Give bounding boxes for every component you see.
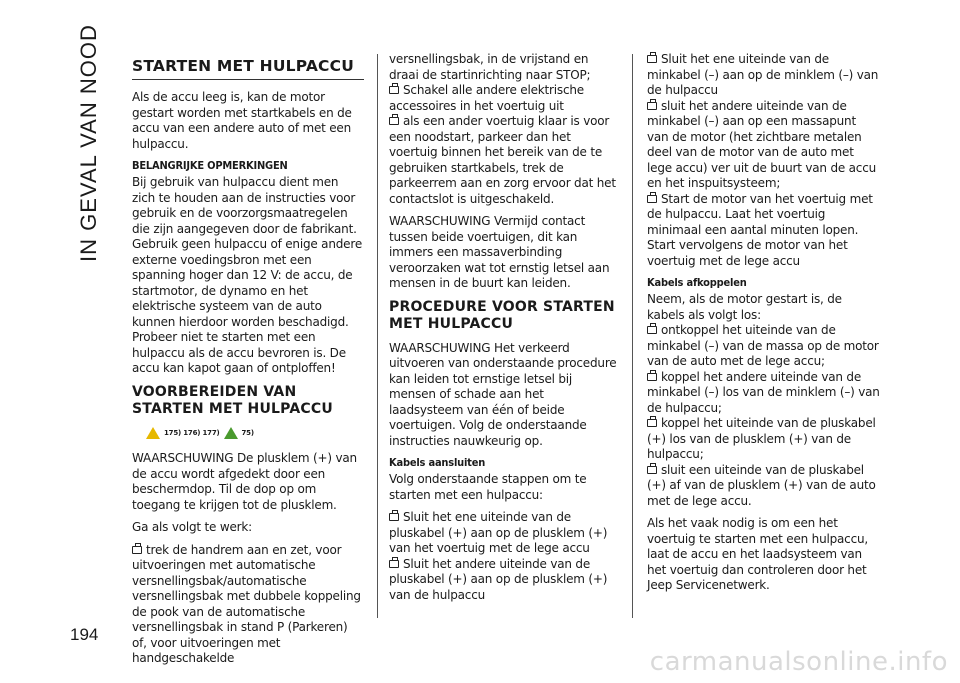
- step-bullet-icon: [389, 86, 399, 94]
- warning-refs: 175) 176) 177): [164, 428, 220, 437]
- list-item: Schakel alle andere elektrische accessoires in het voertuig uit: [389, 83, 584, 113]
- column-2: [389, 52, 621, 603]
- note-paragraph: Bij gebruik van hulpaccu dient men zich te houden aan de instructies voor gebruik en de voorzorgsmaatregelen die zijn aangegeven door de fabrikant.: [132, 175, 357, 236]
- notes-heading: BELANGRIJKE OPMERKINGEN: [132, 159, 288, 172]
- list-item: sluit een uiteinde van de pluskabel (+) af van de plusklem (+) van de auto met de lege accu.: [647, 462, 876, 508]
- page-number: 194: [70, 625, 99, 644]
- environment-triangle-icon: [224, 427, 238, 439]
- list-item: trek de handrem aan en zet, voor uitvoeringen met automatische versnellingsbak/automatische versnellingsbak met dubbele koppeling de pook van de automatische versnellingsbak in stand P (Parkeren) of, voor uitvoeringen met handgeschakelde: [132, 542, 361, 665]
- warning-triangle-icon: [146, 427, 160, 439]
- list-item: Sluit het ene uiteinde van de pluskabel (+) aan op de plusklem (+) van het voertuig met de lege accu: [389, 510, 608, 555]
- closing-paragraph: Als het vaak nodig is om een het voertuig te starten met een hulpaccu, laat de accu en het laadsysteem van het voertuig dan controleren door het Jeep Servicenetwerk.: [647, 516, 868, 592]
- list-item: als een ander voertuig klaar is voor een noodstart, parkeer dan het voertuig binnen het bereik van de te gebruiken startkabels, trek de parkeerrem aan en zorg ervoor dat het contactslot is uitgeschakeld.: [389, 114, 616, 206]
- list-item: ontkoppel het uiteinde van de minkabel (–) van de massa op de motor van de auto met de lege accu;: [647, 323, 879, 368]
- step-bullet-icon: [647, 373, 657, 381]
- list-item: koppel het andere uiteinde van de minkabel (–) los van de minklem (–) van de hulpaccu;: [647, 369, 880, 415]
- list-item: Sluit het andere uiteinde van de pluskabel (+) aan op de plusklem (+) van de hulpaccu: [389, 556, 608, 602]
- list-item-continued: versnellingsbak, in de vrijstand en draai de startinrichting naar STOP;: [389, 52, 591, 82]
- step-bullet-icon: [647, 419, 657, 427]
- step-bullet-icon: [389, 513, 399, 521]
- step-bullet-icon: [389, 560, 399, 568]
- disconnect-intro: Neem, als de motor gestart is, de kabels als volgt los:: [647, 292, 842, 322]
- environment-refs: 75): [241, 428, 254, 437]
- column-divider: [377, 54, 378, 618]
- disconnect-heading: Kabels afkoppelen: [647, 276, 747, 289]
- note-paragraph: Gebruik geen hulpaccu of enige andere externe voedingsbron met een spanning hoger dan 12 V: de accu, de startmotor, de dynamo en het elektrische systeem van de auto kunnen hierdoor worden beschadigd.: [132, 237, 362, 329]
- step-bullet-icon: [647, 55, 657, 63]
- step-bullet-icon: [647, 326, 657, 334]
- connect-heading: Kabels aansluiten: [389, 456, 486, 469]
- step-bullet-icon: [389, 117, 399, 125]
- intro-paragraph: Als de accu leeg is, kan de motor gestart worden met startkabels en de accu van een andere auto of met een hulpaccu.: [132, 90, 352, 151]
- column-divider: [632, 54, 633, 618]
- list-item: sluit het andere uiteinde van de minkabel (–) aan op een massapunt van de motor (het zichtbare metalen deel van de motor van de auto met lege accu) ver uit de buurt van de accu en het inspuitsysteem;: [647, 98, 877, 190]
- warning-paragraph: WAARSCHUWING De plusklem (+) van de accu wordt afgedekt door een beschermdop. Til de dop op om toegang te krijgen tot de plusklem.: [132, 451, 357, 512]
- subsection-heading: VOORBEREIDEN VAN STARTEN MET HULPACCU: [132, 383, 333, 417]
- warning-paragraph: WAARSCHUWING Vermijd contact tussen beide voertuigen, dit kan immers een massaverbinding veroorzaken wat tot ernstig letsel aan mensen in de buurt kan leiden.: [389, 214, 610, 290]
- list-item: Sluit het ene uiteinde van de minkabel (–) aan op de minklem (–) van de hulpaccu: [647, 52, 879, 97]
- section-side-title: IN GEVAL VAN NOOD: [76, 24, 101, 262]
- step-bullet-icon: [132, 546, 142, 554]
- watermark: carmanualsonline.info: [649, 647, 948, 677]
- subsection-heading: PROCEDURE VOOR STARTEN MET HULPACCU: [389, 298, 615, 332]
- step-bullet-icon: [647, 195, 657, 203]
- reference-icons: [146, 426, 364, 442]
- proceed-paragraph: Ga als volgt te werk:: [132, 520, 252, 534]
- list-item: Start de motor van het voertuig met de hulpaccu. Laat het voertuig minimaal een aantal minuten lopen. Start vervolgens de motor van het voertuig met de lege accu: [647, 191, 873, 268]
- column-3: [647, 52, 881, 601]
- warning-paragraph: WAARSCHUWING Het verkeerd uitvoeren van onderstaande procedure kan leiden tot ernstige letsel bij mensen of schade aan het laadsysteem van één of beide voertuigen. Volg de onderstaande instructies nauwkeurig op.: [389, 340, 617, 448]
- connect-intro: Volg onderstaande stappen om te starten met een hulpaccu:: [389, 472, 587, 502]
- section-heading: STARTEN MET HULPACCU: [132, 58, 364, 80]
- column-1: [132, 58, 364, 667]
- list-item: koppel het uiteinde van de pluskabel (+) los van de plusklem (+) van de hulpaccu;: [647, 416, 876, 461]
- step-bullet-icon: [647, 102, 657, 110]
- note-paragraph: Probeer niet te starten met een hulpaccu als de accu bevroren is. De accu kan kapot gaan of ontploffen!: [132, 330, 346, 375]
- step-bullet-icon: [647, 466, 657, 474]
